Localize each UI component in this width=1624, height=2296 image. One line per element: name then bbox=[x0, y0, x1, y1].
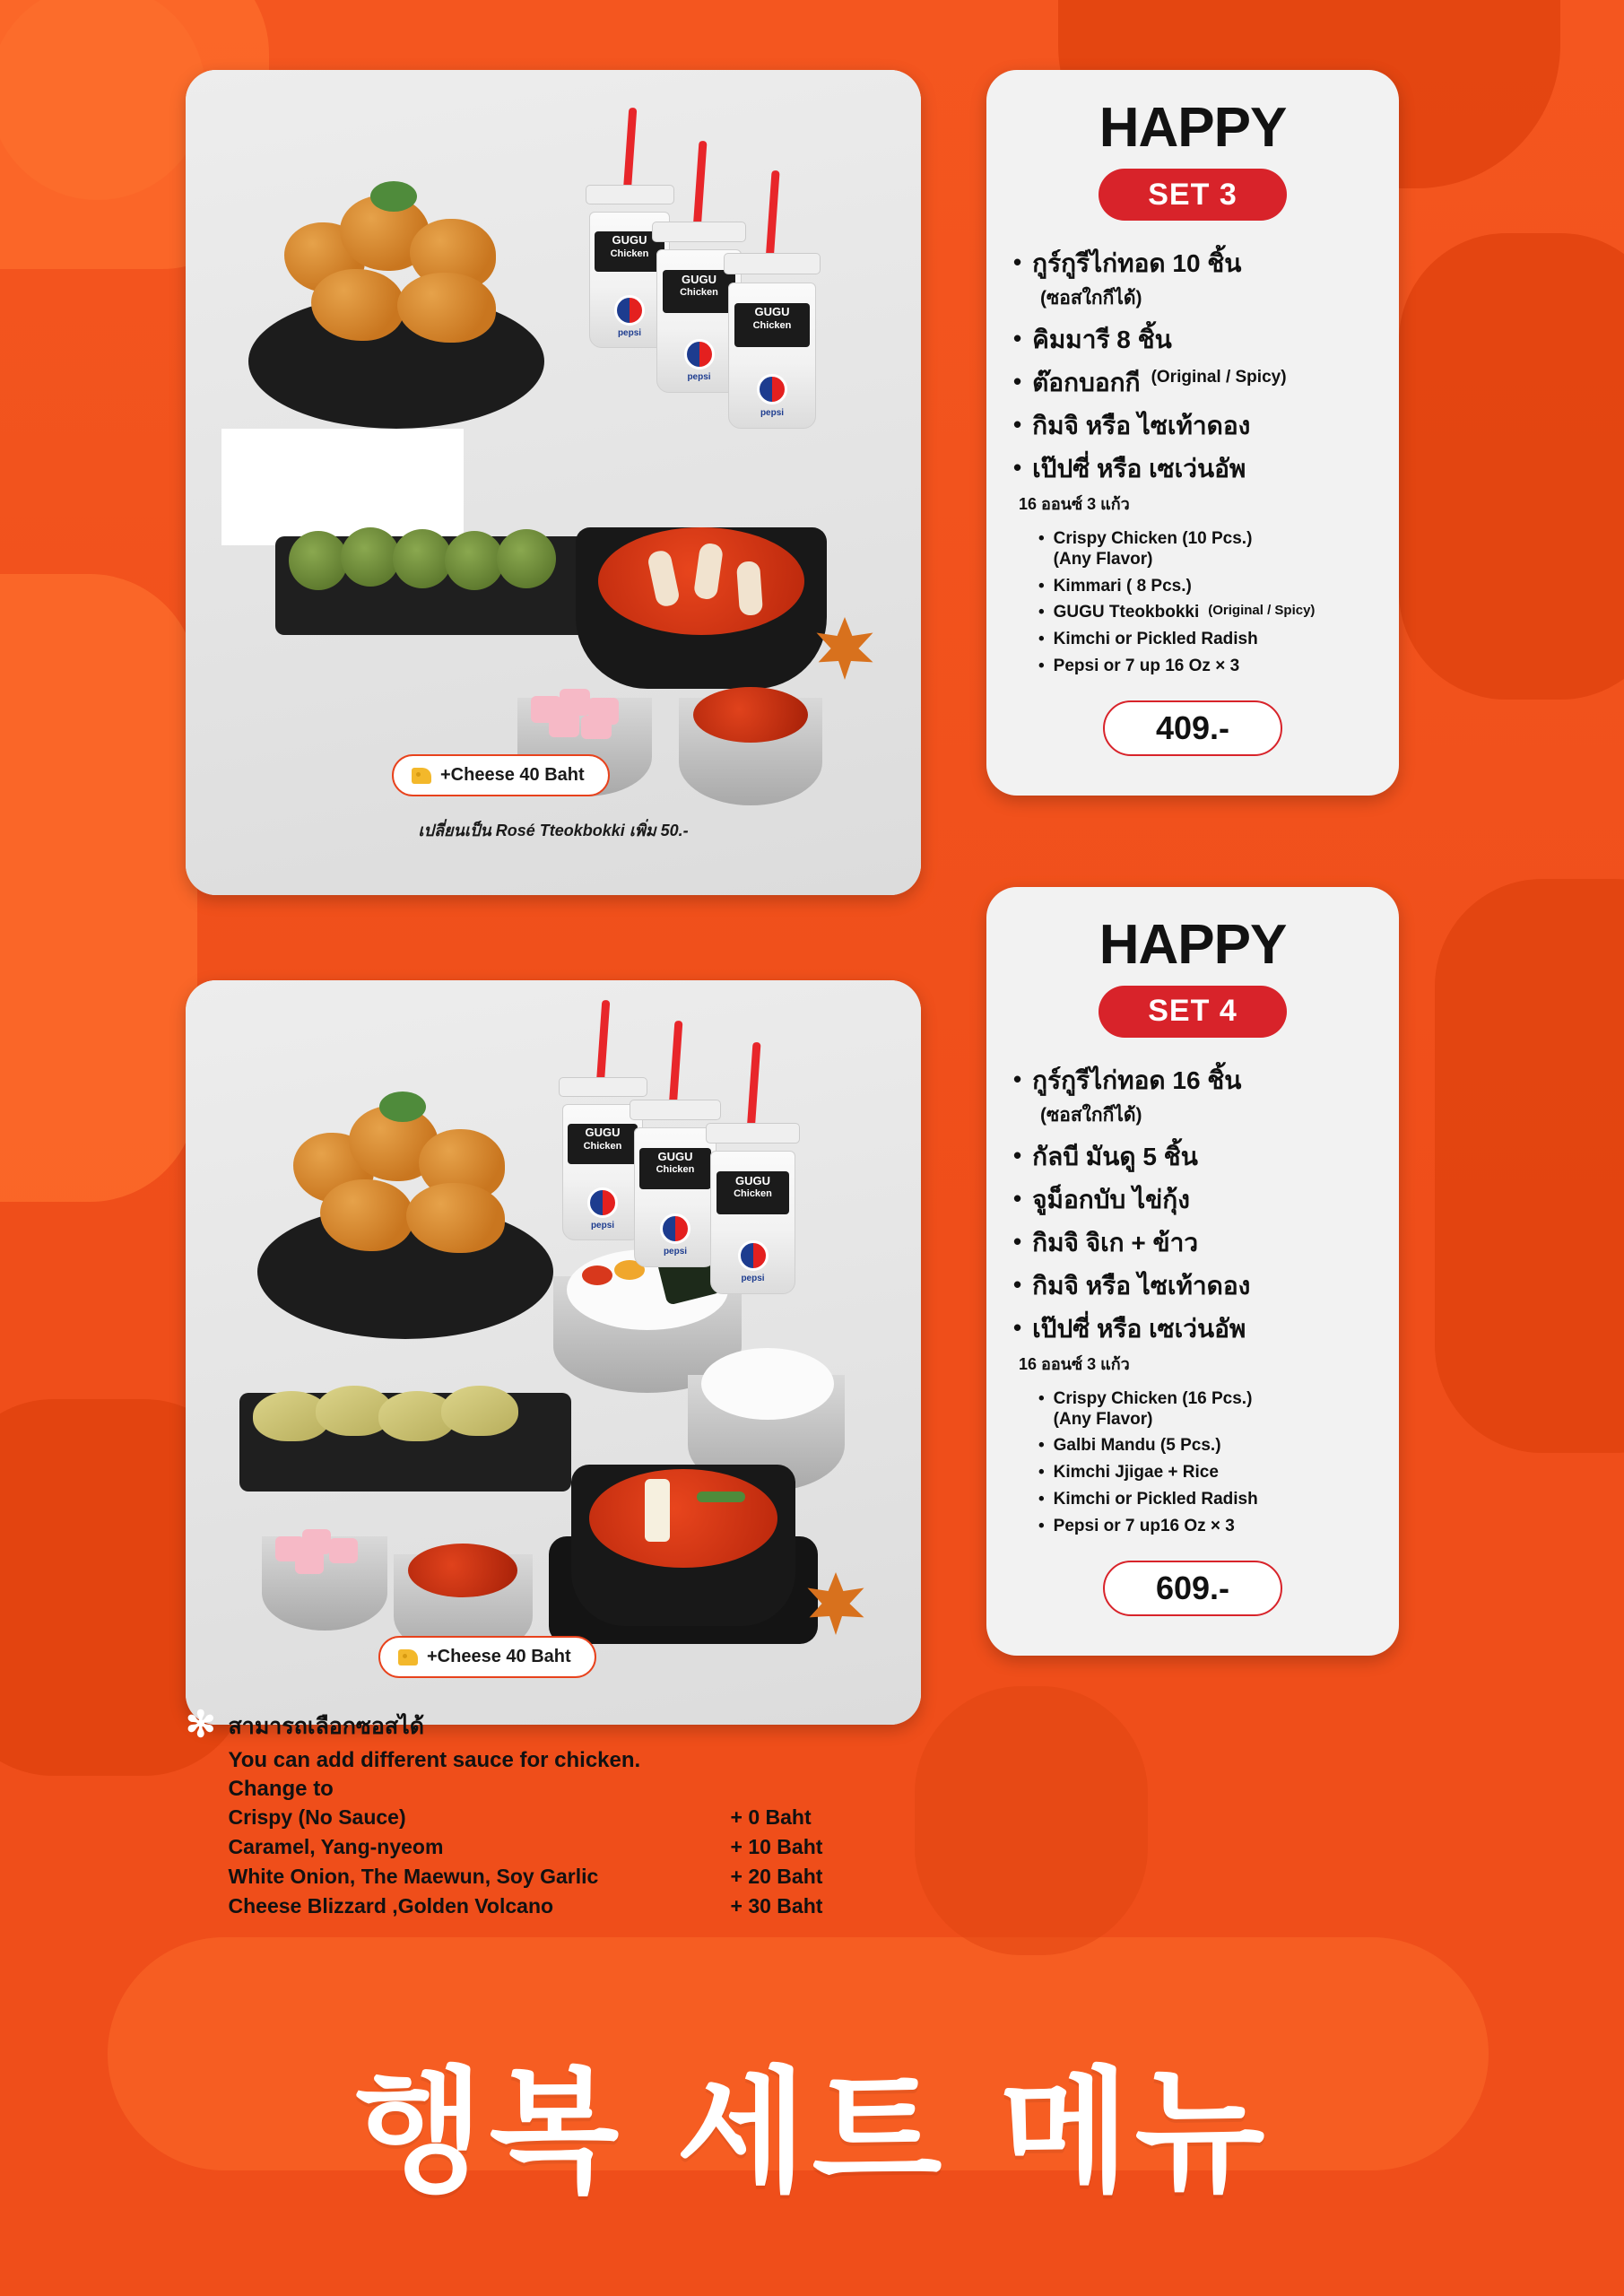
photo-card-set3 bbox=[186, 70, 921, 895]
set-column bbox=[986, 70, 1399, 1656]
table-row bbox=[229, 1805, 910, 1830]
scallion bbox=[697, 1492, 745, 1502]
footer-korean-title: 행복 세트 메뉴 bbox=[353, 2055, 1271, 2211]
bullet-icon: • bbox=[1038, 1489, 1045, 1509]
list-item: • กัลบี มันดู 5 ชิ้น bbox=[1013, 1141, 1198, 1170]
radish-pile bbox=[275, 1529, 376, 1572]
list-item: • กิมจิ หรือ ไซเท้าดอง bbox=[1013, 411, 1251, 439]
cup-lid bbox=[724, 253, 821, 274]
list-item: • กูร์กูรีไก่ทอด 16 ชิ้น bbox=[1013, 1065, 1242, 1094]
list-item-note: (Original / Spicy) bbox=[1151, 368, 1287, 387]
cheese-addon-label: +Cheese 40 Baht bbox=[440, 765, 585, 785]
list-item: • เป๊ปซี่ หรือ เซเว่นอัพ bbox=[1013, 1313, 1246, 1343]
pepsi-wordmark: pepsi bbox=[741, 1273, 765, 1283]
kimchi-pile bbox=[693, 687, 808, 743]
straw-icon bbox=[692, 140, 707, 230]
set3-badge: SET 3 bbox=[1099, 169, 1287, 221]
bullet-icon: • bbox=[1038, 1436, 1045, 1456]
cup-brand-text: GUGU Chicken bbox=[610, 233, 649, 259]
bullet-icon: • bbox=[1013, 1065, 1022, 1092]
cheese-addon-badge-set4 bbox=[378, 1636, 596, 1678]
happy-set-4-card bbox=[986, 887, 1399, 1656]
cup-body bbox=[710, 1151, 795, 1294]
bullet-icon: • bbox=[1038, 1463, 1045, 1483]
set3-drink-size-note: 16 ออนซ์ 3 แก้ว bbox=[1019, 495, 1130, 513]
photo-column bbox=[186, 70, 921, 1725]
chicken-pile bbox=[293, 1097, 526, 1249]
list-item-sub: (ซอสใกกีได้) bbox=[1040, 288, 1142, 309]
sauce-price-table bbox=[229, 1805, 910, 1918]
bullet-icon: • bbox=[1013, 1270, 1022, 1298]
pepsi-cup bbox=[562, 1061, 643, 1240]
bg-blob bbox=[1399, 233, 1624, 700]
bg-blob bbox=[0, 574, 197, 1202]
list-item: • Kimmari ( 8 Pcs.) bbox=[1038, 576, 1192, 596]
sauce-price: + 30 Baht bbox=[730, 1894, 823, 1918]
sauce-options-note bbox=[186, 1705, 921, 1924]
set4-title: HAPPY bbox=[1099, 913, 1287, 976]
rose-tteokbokki-note: เปลี่ยนเป็น Rosé Tteokbokki เพิ่ม 50.- bbox=[418, 822, 689, 839]
pepsi-logo-icon bbox=[614, 295, 645, 326]
bullet-icon: • bbox=[1013, 1227, 1022, 1255]
photo-card-set4 bbox=[186, 980, 921, 1725]
cheese-icon bbox=[398, 1649, 418, 1665]
list-item: • กิมจิ จิเก + ข้าว bbox=[1013, 1227, 1199, 1257]
pepsi-wordmark: pepsi bbox=[590, 1220, 615, 1231]
sauce-price: + 0 Baht bbox=[730, 1805, 812, 1829]
set3-thai-items bbox=[1013, 248, 1372, 517]
table-row bbox=[229, 1835, 910, 1859]
straw-icon bbox=[746, 1041, 760, 1132]
pepsi-cup bbox=[728, 236, 816, 429]
kimmari-rolls bbox=[289, 518, 612, 608]
pepsi-wordmark: pepsi bbox=[687, 371, 711, 382]
pepsi-wordmark: pepsi bbox=[617, 327, 642, 338]
pepsi-logo-icon bbox=[587, 1187, 618, 1218]
sauce-name: Cheese Blizzard ,Golden Volcano bbox=[228, 1894, 554, 1918]
rice-cake bbox=[736, 561, 763, 616]
pepsi-cup bbox=[634, 1083, 716, 1267]
list-item: • เป๊ปซี่ หรือ เซเว่นอัพ bbox=[1013, 454, 1246, 483]
pepsi-logo-icon bbox=[757, 374, 787, 404]
list-item: • Kimchi or Pickled Radish bbox=[1038, 1489, 1258, 1509]
sauce-note-english: You can add different sauce for chicken. bbox=[228, 1748, 641, 1772]
cup-body bbox=[634, 1127, 716, 1267]
bullet-icon: • bbox=[1013, 1313, 1022, 1341]
list-item-note: (Original / Spicy) bbox=[1208, 603, 1316, 619]
cheese-addon-badge-set3 bbox=[392, 754, 610, 796]
cup-lid bbox=[630, 1100, 720, 1120]
bullet-icon: • bbox=[1038, 1388, 1045, 1408]
happy-set-3-card bbox=[986, 70, 1399, 796]
kimchi-topping bbox=[582, 1265, 612, 1285]
bg-blob bbox=[915, 1686, 1148, 1955]
sauce-name: White Onion, The Maewun, Soy Garlic bbox=[228, 1865, 599, 1888]
cup-body bbox=[562, 1104, 643, 1240]
sauce-price: + 10 Baht bbox=[730, 1835, 823, 1858]
white-rice bbox=[701, 1348, 834, 1420]
kimchi-pile bbox=[408, 1544, 517, 1597]
straw-icon bbox=[669, 1021, 683, 1109]
set4-price: 609.- bbox=[1103, 1561, 1282, 1616]
cheese-addon-label: +Cheese 40 Baht bbox=[427, 1647, 571, 1666]
list-item: • กูร์กูรีไก่ทอด 10 ชิ้น bbox=[1013, 248, 1242, 277]
straw-icon bbox=[623, 108, 638, 194]
chicken-pile bbox=[284, 187, 517, 339]
cup-body bbox=[728, 283, 816, 429]
list-item: • Crispy Chicken (10 Pcs.) (Any Flavor) bbox=[1038, 529, 1253, 569]
pepsi-logo-icon bbox=[684, 339, 715, 370]
cup-brand-text: GUGU Chicken bbox=[656, 1149, 695, 1176]
list-item: • ต๊อกบอกกี (Original / Spicy) bbox=[1013, 368, 1287, 396]
pepsi-wordmark: pepsi bbox=[663, 1247, 688, 1257]
set4-drink-size-note: 16 ออนซ์ 3 แก้ว bbox=[1019, 1354, 1130, 1373]
cup-lid bbox=[706, 1123, 800, 1144]
sauce-change-label: Change to bbox=[228, 1777, 334, 1801]
bullet-icon: • bbox=[1013, 1141, 1022, 1169]
pepsi-logo-icon bbox=[738, 1240, 769, 1271]
list-item: • กิมจิ หรือ ไซเท้าดอง bbox=[1013, 1270, 1251, 1300]
bullet-icon: • bbox=[1038, 603, 1045, 622]
pepsi-logo-icon bbox=[660, 1213, 690, 1244]
bullet-icon: • bbox=[1013, 411, 1022, 438]
sauce-price: + 20 Baht bbox=[730, 1865, 823, 1888]
set3-english-items bbox=[1038, 529, 1372, 677]
table-row bbox=[229, 1894, 910, 1918]
photo-backdrop bbox=[186, 980, 921, 1725]
mandu-pieces bbox=[253, 1375, 567, 1465]
bullet-icon: • bbox=[1038, 630, 1045, 649]
list-item: • Pepsi or 7 up16 Oz × 3 bbox=[1038, 1516, 1235, 1535]
radish-pile bbox=[531, 689, 638, 734]
list-item-sub: (ซอสใกกีได้) bbox=[1040, 1104, 1142, 1126]
bullet-icon: • bbox=[1013, 454, 1022, 481]
pepsi-cup bbox=[710, 1106, 795, 1294]
bullet-icon: • bbox=[1013, 248, 1022, 275]
bullet-icon: • bbox=[1038, 529, 1045, 548]
sauce-note-thai: สามารถเลือกซอสได้ bbox=[228, 1714, 424, 1739]
list-item: • Kimchi Jjigae + Rice bbox=[1038, 1463, 1219, 1483]
bullet-icon: • bbox=[1013, 325, 1022, 352]
bullet-icon: • bbox=[1038, 1516, 1045, 1535]
list-item: • GUGU Tteokbokki (Original / Spicy) bbox=[1038, 603, 1316, 622]
straw-icon bbox=[765, 170, 779, 264]
table-row bbox=[229, 1865, 910, 1889]
jjigae-soup bbox=[589, 1469, 777, 1568]
list-item: • จูม็อกบับ ไข่กุ้ง bbox=[1013, 1184, 1190, 1213]
set4-english-items bbox=[1038, 1389, 1372, 1537]
straw-icon bbox=[596, 1000, 611, 1086]
bullet-icon: • bbox=[1013, 1184, 1022, 1212]
list-item: • Pepsi or 7 up 16 Oz × 3 bbox=[1038, 656, 1240, 675]
cup-lid bbox=[586, 185, 674, 204]
set4-thai-items bbox=[1013, 1065, 1372, 1377]
sauce-name: Caramel, Yang-nyeom bbox=[228, 1835, 444, 1858]
set3-title: HAPPY bbox=[1099, 97, 1287, 159]
sauce-name: Crispy (No Sauce) bbox=[228, 1805, 406, 1829]
cup-brand-text: GUGU Chicken bbox=[752, 305, 792, 332]
set4-badge: SET 4 bbox=[1099, 986, 1287, 1038]
bullet-icon: • bbox=[1038, 576, 1045, 596]
asterisk-icon: ✻ bbox=[186, 1705, 216, 1744]
bg-blob bbox=[1435, 879, 1624, 1453]
tofu-slice bbox=[645, 1479, 670, 1542]
bullet-icon: • bbox=[1038, 656, 1045, 675]
cup-brand-text: GUGU Chicken bbox=[680, 272, 718, 299]
set3-price: 409.- bbox=[1103, 700, 1282, 756]
cup-brand-text: GUGU Chicken bbox=[734, 1173, 772, 1200]
cheese-icon bbox=[412, 768, 431, 784]
list-item: • Crispy Chicken (16 Pcs.) (Any Flavor) bbox=[1038, 1388, 1253, 1429]
cup-brand-text: GUGU Chicken bbox=[583, 1126, 622, 1152]
list-item: • Galbi Mandu (5 Pcs.) bbox=[1038, 1436, 1221, 1456]
list-item: • Kimchi or Pickled Radish bbox=[1038, 630, 1258, 649]
pepsi-wordmark: pepsi bbox=[760, 407, 785, 418]
list-item: • คิมมารี 8 ชิ้น bbox=[1013, 325, 1172, 353]
bullet-icon: • bbox=[1013, 368, 1022, 395]
